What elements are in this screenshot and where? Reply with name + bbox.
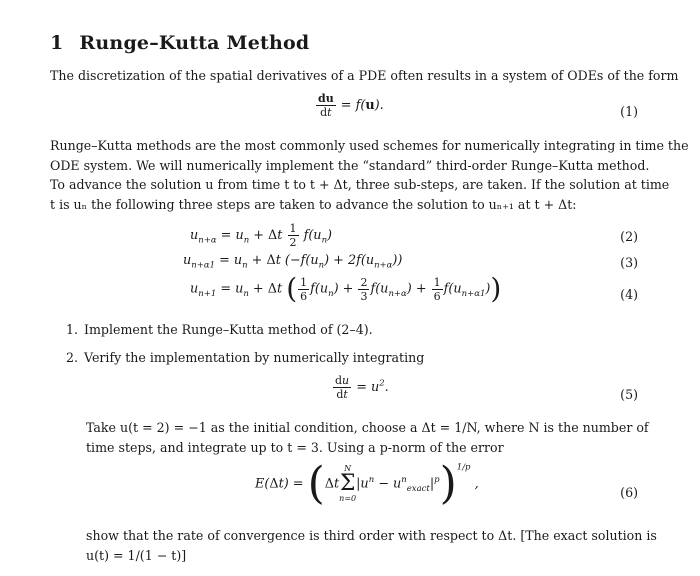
rk-line-3: To advance the solution u from time t to t + Δt, three sub-steps, are taken. If the solution at time bbox=[50, 177, 670, 192]
equation-2-number: (2) bbox=[620, 229, 638, 244]
show-paragraph bbox=[86, 526, 657, 565]
rk-line-4: t is uₙ the following three steps are taken to advance the solution to uₙ₊₁ at t + Δt: bbox=[50, 196, 577, 212]
equation-4: $u_{n+1} = u_n + \Delta t$ ( $\frac{1}{6}$ $f(u_n)$ + $\frac{2}{3}$ $f(u_{n+\alpha})$ + $\frac{1}{6}$ $f(u_{n+\alpha 1})$) bbox=[190, 272, 502, 305]
intro-paragraph bbox=[50, 66, 679, 86]
list-text-1: Implement the Runge–Kutta method of (2–4). bbox=[84, 322, 373, 337]
section-heading bbox=[50, 32, 309, 54]
equation-6-number: (6) bbox=[620, 485, 638, 500]
list-item-2 bbox=[66, 350, 424, 365]
equation-5-number: (5) bbox=[620, 387, 638, 402]
show-line-2: u(t) = 1/(1 − t)] bbox=[86, 547, 187, 563]
take-line-2: time steps, and integrate up to t = 3. Using a p-norm of the error bbox=[86, 439, 504, 455]
equation-2: $u_{n+\alpha} = u_n + \Delta t$ $\frac{1}{2}$ $f(u_n)$ bbox=[190, 222, 333, 249]
list-item-1 bbox=[66, 322, 373, 337]
take-line-1: Take u(t = 2) = −1 as the initial condition, choose a Δt = 1/N, where N is the number of bbox=[86, 420, 649, 435]
equation-3: $u_{n+\alpha 1} = u_n + \Delta t$ $(-f(u_n) + 2f(u_{n+\alpha}))$ bbox=[183, 253, 403, 271]
equation-3-number: (3) bbox=[620, 255, 638, 270]
list-marker-1: 1. bbox=[66, 322, 79, 337]
take-paragraph bbox=[86, 418, 649, 457]
equation-1: $\frac{du}{dt}$ = f(u). bbox=[318, 92, 384, 119]
rk-paragraph bbox=[50, 136, 689, 214]
intro-line: The discretization of the spatial derivatives of a PDE often results in a system of ODEs of the form bbox=[50, 68, 679, 83]
equation-4-number: (4) bbox=[620, 287, 638, 302]
rk-line-2: ODE system. We will numerically implement the “standard” third-order Runge–Kutta method. bbox=[50, 157, 650, 173]
equation-5: $\frac{du}{dt}$ = $u^2$. bbox=[335, 374, 389, 401]
section-number: 1 bbox=[50, 32, 64, 54]
list-text-2: Verify the implementation by numerically integrating bbox=[84, 350, 425, 365]
section-title: Runge–Kutta Method bbox=[79, 32, 310, 54]
equation-6: E(Δt) = (Δt N Σ n=0 $|u^n - u^n_{exact}|^p)^{1/p}$ , bbox=[255, 458, 479, 509]
equation-1-number: (1) bbox=[620, 104, 638, 119]
list-marker-2: 2. bbox=[66, 350, 79, 365]
rk-line-1: Runge–Kutta methods are the most commonly used schemes for numerically integrating in time the bbox=[50, 138, 689, 153]
show-line-1: show that the rate of convergence is third order with respect to Δt. [The exact solution is bbox=[86, 528, 657, 543]
